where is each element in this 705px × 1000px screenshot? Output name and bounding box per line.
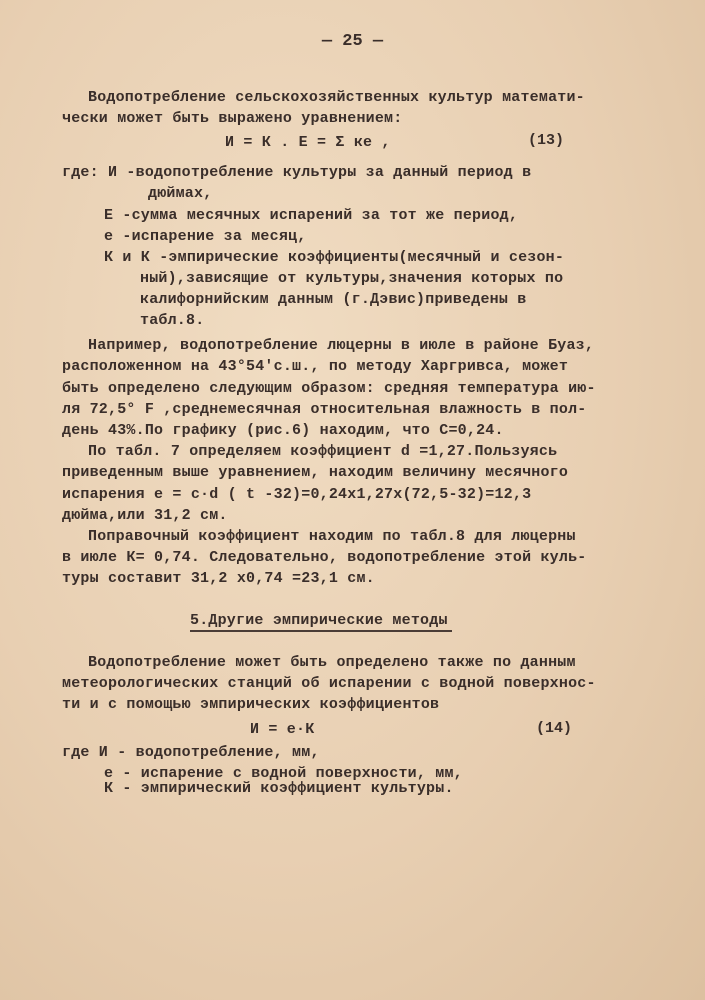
text-line: Поправочный коэффициент находим по табл.8 для люцерны [88, 528, 576, 545]
text-line: ти и с помощью эмпирических коэффициентов [62, 696, 440, 713]
equation-number: (13) [528, 132, 565, 149]
definition-line: К - эмпирический коэффициент культуры. [104, 780, 454, 797]
text-line: Водопотребление может быть определено также по данным [88, 654, 576, 671]
definition-line: ный),зависящие от культуры,значения которых по [140, 270, 564, 287]
definition-line: табл.8. [140, 312, 205, 329]
text-line: быть определено следующим образом: средняя температура ию- [62, 380, 596, 397]
definition-line: e -испарение за месяц, [104, 228, 307, 245]
text-line: ля 72,5° F ,среднемесячная относительная влажность в пол- [62, 401, 587, 418]
text-line: день 43%.По графику (рис.6) находим, что С=0,24. [62, 422, 504, 439]
equation-formula: И = К . Е = Σ кe , [225, 134, 391, 151]
page-number: — 25 — [321, 32, 384, 51]
definition-line: К и К -эмпирические коэффициенты(месячный и сезон- [104, 249, 565, 266]
definition-line: где И - водопотребление, мм, [62, 744, 320, 761]
text-line: Водопотребление сельскохозяйственных культур математи- [88, 89, 585, 106]
heading-underline [190, 630, 452, 632]
text-line: По табл. 7 определяем коэффициент d =1,27.Пользуясь [88, 443, 558, 460]
definition-line: Е -сумма месячных испарений за тот же период, [104, 207, 519, 224]
definition-line: калифорнийским данным (г.Дэвис)приведены в [140, 291, 527, 308]
definition-line: где: И -водопотребление культуры за данный период в [62, 164, 532, 181]
text-line: испарения e = c·d ( t -32)=0,24x1,27x(72,5-32)=12,3 [62, 486, 532, 503]
equation-number: (14) [536, 720, 573, 737]
text-line: метеорологических станций об испарении с водной поверхнос- [62, 675, 596, 692]
definition-line: e - испарение с водной поверхности, мм, [104, 765, 463, 782]
equation-formula: И = e·К [250, 721, 315, 738]
text-line: приведенным выше уравнением, находим величину месячного [62, 464, 569, 481]
section-title: 5.Другие эмпирические методы [190, 612, 448, 629]
text-line: Например, водопотребление люцерны в июле в районе Буаз, [88, 337, 595, 354]
definition-line: дюймах, [148, 185, 213, 202]
text-line: чески может быть выражено уравнением: [62, 110, 403, 127]
text-line: дюйма,или 31,2 см. [62, 507, 228, 524]
text-line: расположенном на 43°54'с.ш., по методу Харгривса, может [62, 358, 569, 375]
text-line: туры составит 31,2 х0,74 =23,1 см. [62, 570, 375, 587]
text-line: в июле К= 0,74. Следовательно, водопотребление этой куль- [62, 549, 587, 566]
